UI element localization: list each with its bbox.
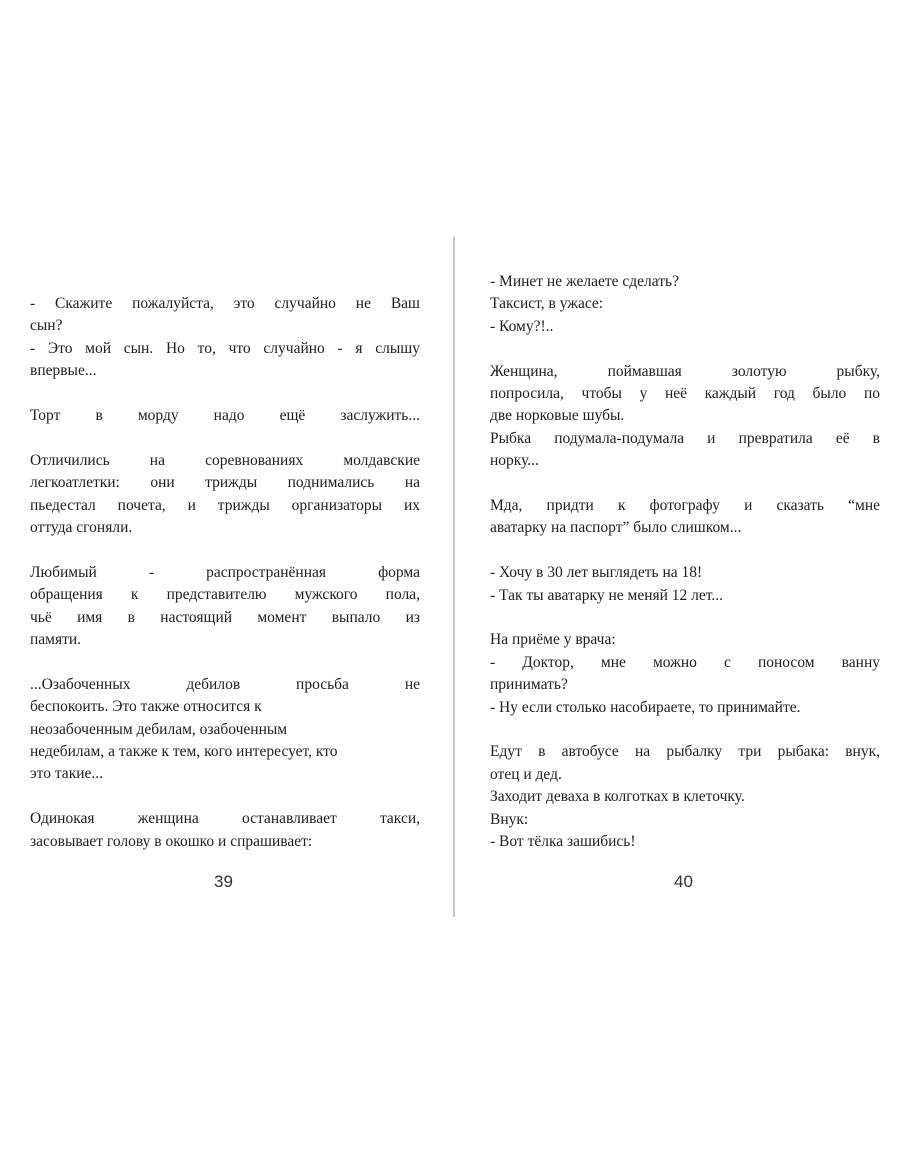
text-line: - Кому?!.. xyxy=(490,317,554,335)
text-line: отец и дед. xyxy=(490,765,562,783)
right-paragraph xyxy=(490,271,880,338)
text-line: попросила, чтобы у неё каждый год было по xyxy=(490,385,880,403)
text-line: - Скажите пожалуйста, это случайно не Ваш xyxy=(30,295,420,312)
text-line: ...Озабоченных дебилов просьба не xyxy=(30,675,420,693)
text-line: две норковые шубы. xyxy=(490,407,625,425)
text-line: норку... xyxy=(490,452,539,470)
page-divider xyxy=(453,237,455,917)
text-line: пьедестал почета, и трижды организаторы их xyxy=(30,496,420,514)
text-line: Таксист, в ужасе: xyxy=(490,295,604,313)
text-line: сын? xyxy=(30,317,63,335)
left-paragraph xyxy=(30,450,420,540)
text-line: Любимый - распространённая форма xyxy=(30,563,420,581)
right-paragraph xyxy=(490,629,880,719)
text-line: Едут в автобусе на рыбалку три рыбака: внук, xyxy=(490,743,880,761)
left-paragraph xyxy=(30,293,420,383)
text-line: это такие... xyxy=(30,765,104,783)
text-line: принимать? xyxy=(490,676,568,694)
text-line: - Минет не желаете сделать? xyxy=(490,273,679,290)
page-number-left: 39 xyxy=(214,872,233,891)
right-page xyxy=(490,271,880,876)
text-line: - Ну если столько насобираете, то принимайте. xyxy=(490,698,801,716)
text-line: легкоатлетки: они трижды поднимались на xyxy=(30,474,420,492)
text-line: Внук: xyxy=(490,810,529,828)
text-line: - Доктор, мне можно с поносом ванну xyxy=(490,653,880,671)
text-line: Рыбка подумала-подумала и превратила её в xyxy=(490,429,880,447)
text-line: обращения к представителю мужского пола, xyxy=(30,586,420,604)
text-line: беспокоить. Это также относится к xyxy=(30,698,262,716)
text-line: засовывает голову в окошко и спрашивает: xyxy=(30,832,313,850)
right-paragraph xyxy=(490,495,880,540)
left-paragraph xyxy=(30,808,420,853)
left-paragraph xyxy=(30,674,420,786)
text-line: Мда, придти к фотографу и сказать “мне xyxy=(490,497,880,515)
text-line: Одинокая женщина останавливает такси, xyxy=(30,810,420,828)
left-paragraph xyxy=(30,562,420,652)
text-line: чьё имя в настоящий момент выпало из xyxy=(30,608,420,626)
text-line: оттуда сгоняли. xyxy=(30,519,133,537)
right-paragraph xyxy=(490,562,880,607)
text-line: неозабоченным дебилам, озабоченным xyxy=(30,720,288,738)
text-line: Женщина, поймавшая золотую рыбку, xyxy=(490,362,880,380)
text-line: памяти. xyxy=(30,631,82,649)
text-line: аватарку на паспорт” было слишком... xyxy=(490,519,742,537)
text-line: впервые... xyxy=(30,362,97,380)
text-line: - Хочу в 30 лет выглядеть на 18! xyxy=(490,564,703,582)
text-line: Торт в морду надо ещё заслужить... xyxy=(30,407,420,425)
text-line: - Так ты аватарку не меняй 12 лет... xyxy=(490,586,724,604)
text-line: На приёме у врача: xyxy=(490,631,616,649)
text-line: - Это мой сын. Но то, что случайно - я слышу xyxy=(30,339,420,357)
text-line: Отличились на соревнованиях молдавские xyxy=(30,451,420,469)
text-line: - Вот тёлка зашибись! xyxy=(490,833,636,851)
page-number-right: 40 xyxy=(674,872,693,891)
left-paragraph xyxy=(30,405,420,427)
right-paragraph xyxy=(490,741,880,853)
text-line: недебилам, а также к тем, кого интересует, кто xyxy=(30,743,338,761)
right-paragraph xyxy=(490,361,880,473)
left-page xyxy=(30,293,420,875)
text-line: Заходит деваха в колготках в клеточку. xyxy=(490,788,745,806)
